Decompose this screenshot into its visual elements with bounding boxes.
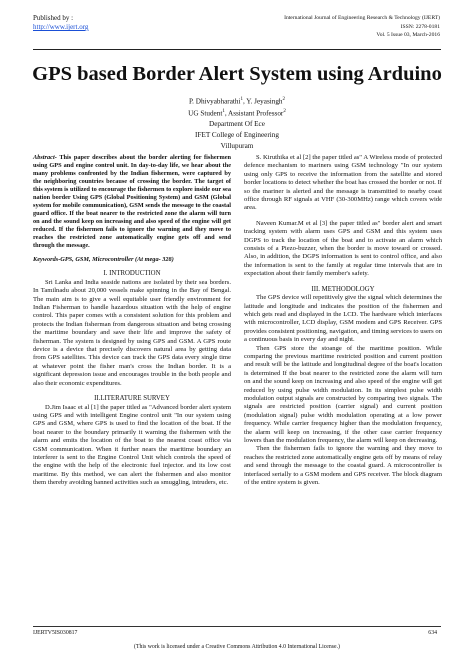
right-column	[244, 154, 442, 487]
methodology-paragraph-1: The GPS device will repetitively give the signal which determines the latitude and longitude and indicates the position of the fishermen and which gets read and displayed in the LCD. The hardware which interfaces with microcontroller, LCD display, GSM modem and GPS Receiver. GPS provides consistent positioning, navigation, and timing services to users on a continuous basis in every day and night.	[244, 294, 442, 344]
role-1: UG Student	[188, 109, 223, 118]
department: Department Of Ece	[209, 120, 265, 129]
role-1-sup: 1	[222, 109, 225, 115]
volume-issue: Vol. 5 Issue 03, March-2016	[376, 32, 440, 38]
paper-title: GPS based Border Alert System using Arduino	[32, 63, 442, 85]
publisher-block	[33, 14, 88, 32]
author-1: P. Dhivyabharathi	[188, 97, 241, 106]
intro-heading: I. INTRODUCTION	[103, 270, 161, 278]
abstract-label: Abstract-	[33, 154, 57, 161]
author-block	[0, 95, 474, 152]
header-divider	[33, 49, 441, 50]
role-2-sup: 2	[283, 109, 286, 115]
city: Villupuram	[220, 141, 254, 150]
journal-name: International Journal of Engineering Research & Technology (IJERT)	[284, 15, 440, 21]
author-2: , Y. Jeyasingh	[242, 97, 283, 106]
left-column	[33, 154, 231, 488]
literature-heading: II.LITERATURE SURVEY	[94, 395, 170, 403]
published-by-label: Published by :	[33, 14, 74, 22]
author-1-sup: 1	[240, 97, 243, 102]
keywords: Keywords-GPS, GSM, Microcontroller (At mega- 328)	[33, 256, 174, 263]
paper-id: IJERTV5IS030817	[33, 630, 78, 636]
literature-paragraph-2: S. Kiruthika et al [2] the paper titled as" A Wireless mode of protected defence mechanism to mariners using GSM technology "In our system using only GPS to receive the information from the satellite and stored border locations to detect whether the boat has crossed the border or not. If so the mariner is alerted and the message is transmitted to nearby coast office through RF signals at VHF (30-300MHz) range which covers wide area.	[244, 154, 442, 212]
footer-divider	[33, 626, 441, 627]
page-number: 634	[428, 630, 437, 636]
college: IFET College of Engineering	[195, 131, 279, 140]
abstract-text: This paper describes about the border alerting for fishermen using GPS and engine control unit. In day-to-day life, we hear about the many problems confronted by the Indian fishermen, were captured by the neighboring countries because of crossing the border. The target of this system is utilized to encourage the fishermen to explore inside our sea nation border Using GPS (Global Positioning System) and GSM (Global system for mobile communication), GSM sends the message to the coastal guard office. If the boat nearer to the restricted zone the alarm will turn on and the sound keep on increasing and also speed of the engine will get reduced. If the fishermen fails to ignore the warning and they move to reaches the restricted zone automatically engine gets off and send through the message.	[33, 154, 231, 249]
journal-info-block	[284, 14, 440, 40]
author-roles	[0, 107, 474, 119]
literature-paragraph-1: D.Jim Isaac et al [1] the paper titled as "Advanced border alert system using GPS and with intelligent Engine control unit "In our system using GPS and GSM, where GPS is used to find the location of the boat. If the boat nearer to the boundary primarily it warning the fishermen with the alarm and emits the location of the boat to the nearest coast office via GSM communication. When it further nears the maritime boundary an interferer is sent to the Engine Control Unit which controls the speed of the engine with the help of the electronic fuel injector. and its low cost maritime. By this method, we can alert the fishermen and also monitor them thereby avoiding banned activities such as smuggling, intruders, etc.	[33, 403, 231, 487]
methodology-heading: III. METHODOLOGY	[311, 285, 375, 293]
intro-paragraph: Sri Lanka and India seaside nations are isolated by their sea borders. In Tamilnadu about 20,000 vessels make spinning in the Bay of Bengal. The main aim is to give a well equitable user friendly environment for Indian Fisherman to handle hazardous situation with the help of engine control. This paper comes with a consistent solution for this problem and protects the Indian fisherman from dangerous situation and being crossing the maritime boundary and save their life and improve the safety of fisherman. The system is designed by using GPS and GSM. A GPS route device is a device that precisely discovers natural area by getting data from GPS satellites. This device can track the GPS data every single time at whatever point the fisher man's cross the Indian border. It is a significant depression issue and encourages trouble in the both people and also their economic expenditures.	[33, 278, 231, 387]
license-note: (This work is licensed under a Creative Commons Attribution 4.0 International License.)	[134, 644, 340, 650]
literature-paragraph-3: Naveen Kumar.M et al [3] the paper titled as" border alert and smart tracking system with alarm uses GPS and GSM and this system uses DGPS to track the location of the boat and to activate an alarm which consists of a Piezo-buzzer, when the border is move toward or crossed. Also, in addition, the DGPS information is sent to control office, and also the information is sent to the family at regular time intervals that are in expectation about their family member's safety.	[244, 219, 442, 278]
journal-url-link[interactable]: http://www.ijert.org	[33, 23, 89, 31]
methodology-paragraph-2: Then GPS store the stoange of the maritime position. While comparing the previous maritime restricted position and current position and result will be the latitude and longitudinal degree of the boat's location is determined If the boat nearer to the restricted zone the alarm will turn on and the sound keep on increasing and also speed of the engine will get reduced by using pulse width modulation. In its simplest pulse width modulation output signals are constructed by comparing two signals. The signals are restricted position (carrier signal) and current position (modulation signal) pulse width modulation operating at a low power frequency. While carrier frequency higher than the modulation frequency, the alarm will keep on increasing, if the other case carrier frequency lowers than the modulation frequency, the alarm will keep on decreasing.	[244, 344, 442, 444]
author-names	[0, 95, 474, 107]
author-2-sup: 2	[282, 97, 286, 102]
role-2: , Assistant Professor	[224, 109, 284, 118]
issn: ISSN: 2278-0181	[400, 23, 440, 30]
methodology-paragraph-3: Then the fishermen fails to ignore the warning and they move to reaches the restricted zone automatically engine gets off by means of relay and send through the message to the coastal guard. A microcontroller is interfaced serially to a GSM modem and GPS receiver. The block diagram of the entire system is given.	[244, 445, 442, 487]
abstract	[33, 154, 231, 250]
